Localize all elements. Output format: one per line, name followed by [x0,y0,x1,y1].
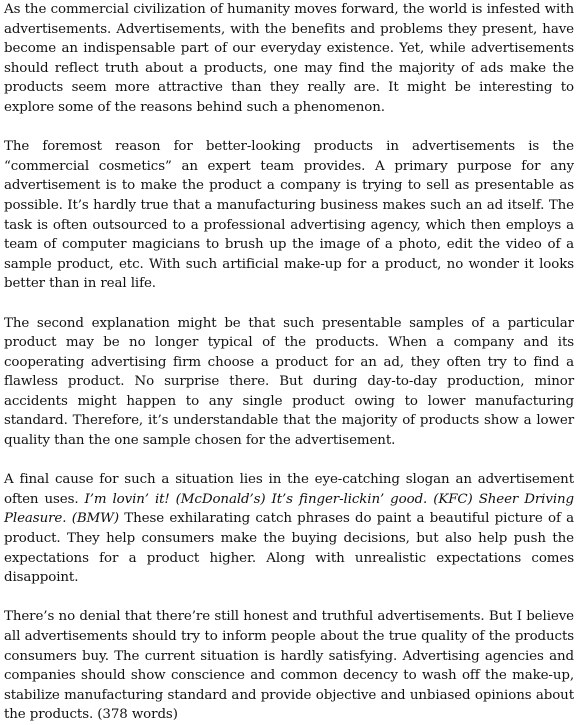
paragraph-commercial-cosmetics: The foremost reason for better-looking products in advertisements is the “commercial cosmetics” an expert team provides. A primary purpose for any advertisement is to make the product a company is trying to sell as presentable as possible. It’s hardly true that a manufacturing business makes such an ad itself. The task is often outsourced to a professional advertising agency, which then employs a team of computer magicians to brush up the image of a photo, edit the video of a sample product, etc. With such artificial make-up for a product, no wonder it looks better than in real life. [4,139,574,292]
paragraph-sample-products: The second explanation might be that such presentable samples of a particular product may be no longer typical of the products. When a company and its cooperating advertising firm choose a product for an ad, they often try to find a flawless product. No surprise there. But during day-to-day production, minor accidents might happen to any single product owing to lower manufacturing standard. Therefore, it’s understandable that the majority of products show a lower quality than the one sample chosen for the advertisement. [4,315,574,449]
paragraph-conclusion: There’s no denial that there’re still honest and truthful advertisements. But I believe all advertisements should try to inform people about the true quality of the products consumers buy. The current situation is hardly satisfying. Advertising agencies and companies should show conscience and common decency to wash off the make-up, stabilize manufacturing standard and provide objective and unbiased opinions about the products. (378 words) [4,609,574,723]
paragraph-introduction: As the commercial civilization of humanity moves forward, the world is infested with advertisements. Advertisements, with the benefits and problems they present, have become an indispensable part of our everyday existence. Yet, while advertisements should reflect truth about a products, one may find the majority of ads make the products seem more attractive than they really are. It might be interesting to explore some of the reasons behind such a phenomenon. [4,2,574,115]
paragraph-slogans [4,470,574,588]
slogan-examples: I’m lovin’ it! (McDonald’s) It’s finger-lickin’ good. (KFC) Sheer Driving Pleasure. (BMW) [4,491,575,527]
slogans-intro-text: A final cause for such a situation lies in the eye-catching slogan an advertisement often uses. [4,472,574,507]
slogans-closing-text: These exhilarating catch phrases do paint a beautiful picture of a product. They help consumers make the buying decisions, but also help push the expectations for a product higher. Along with unrealistic expectations comes disappoint. [4,511,574,586]
